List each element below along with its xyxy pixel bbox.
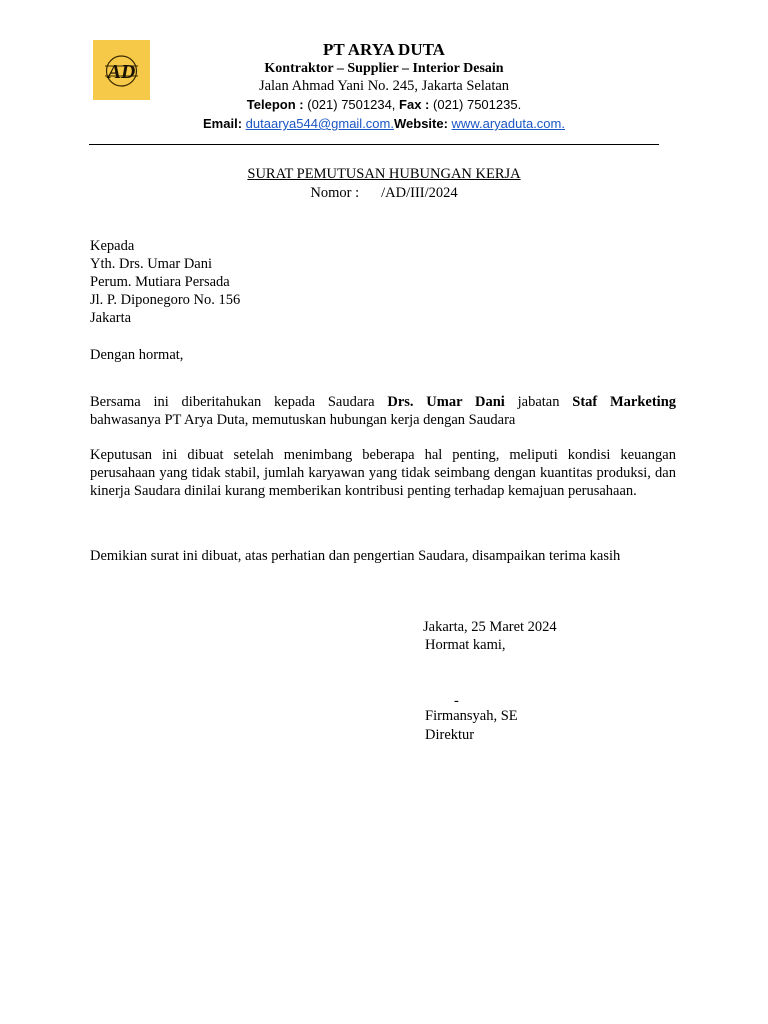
recipient-to: Kepada [90, 238, 135, 254]
regards: Hormat kami, [425, 637, 506, 653]
website-label: Website: [393, 116, 448, 131]
company-name: PT ARYA DUTA [323, 40, 445, 59]
phone-fax-line [0, 97, 768, 112]
closing-sentence: Demikian surat ini dibuat, atas perhatian dan pengertian Saudara, disampaikan terima kasih [90, 548, 621, 564]
recipient-address-2: Jl. P. Diponegoro No. 156 [90, 292, 241, 308]
phone-label: Telepon : [246, 97, 304, 112]
letter-title: SURAT PEMUTUSAN HUBUNGAN KERJA [247, 166, 521, 182]
letterhead-divider [89, 144, 659, 145]
paragraph-notification-line2: bahwasanya PT Arya Duta, memutuskan hubungan kerja dengan Saudara [90, 412, 516, 428]
paragraph-notification [90, 393, 676, 429]
signer-title: Direktur [425, 727, 475, 743]
email-label: Email: [203, 116, 243, 131]
paragraph-reason: Keputusan ini dibuat setelah menimbang beberapa hal penting, meliputi kondisi keuangan perusahaan yang tidak stabil, jumlah karyawan yang tidak seimbang dengan kuantitas produksi, dan kinerja Saudara dinilai kurang memberikan kontribusi penting terhadap kemajuan perusahaan. [90, 447, 676, 499]
greeting: Dengan hormat, [90, 347, 184, 363]
p1-text-b: jabatan [517, 394, 560, 410]
phone-number: (021) 7501234, [307, 97, 396, 112]
place-date: Jakarta, 25 Maret 2024 [423, 619, 557, 635]
employee-position: Staf Marketing [572, 394, 677, 410]
fax-number: (021) 7501235. [433, 97, 522, 112]
employee-name: Drs. Umar Dani [387, 394, 505, 410]
letter-number [0, 185, 768, 202]
company-address: Jalan Ahmad Yani No. 245, Jakarta Selatan [258, 78, 510, 94]
email-link[interactable]: dutaarya544@gmail.com. [245, 116, 394, 131]
company-tagline: Kontraktor – Supplier – Interior Desain [264, 61, 504, 76]
email-website-line [0, 116, 768, 131]
website-link[interactable]: www.aryaduta.com. [451, 116, 565, 131]
logo-text: AD [107, 61, 136, 83]
number-value: /AD/III/2024 [381, 185, 458, 201]
recipient-city: Jakarta [90, 310, 132, 326]
signature-mark: - [454, 693, 459, 709]
number-label: Nomor : [310, 185, 360, 201]
paragraph-notification-line1 [90, 393, 676, 411]
recipient-block [90, 237, 240, 327]
signer-name: Firmansyah, SE [425, 708, 518, 724]
recipient-address-1: Perum. Mutiara Persada [90, 274, 230, 290]
p1-text-a: Bersama ini diberitahukan kepada Saudara [90, 394, 375, 410]
recipient-name: Yth. Drs. Umar Dani [90, 256, 213, 272]
fax-label: Fax : [399, 97, 430, 112]
